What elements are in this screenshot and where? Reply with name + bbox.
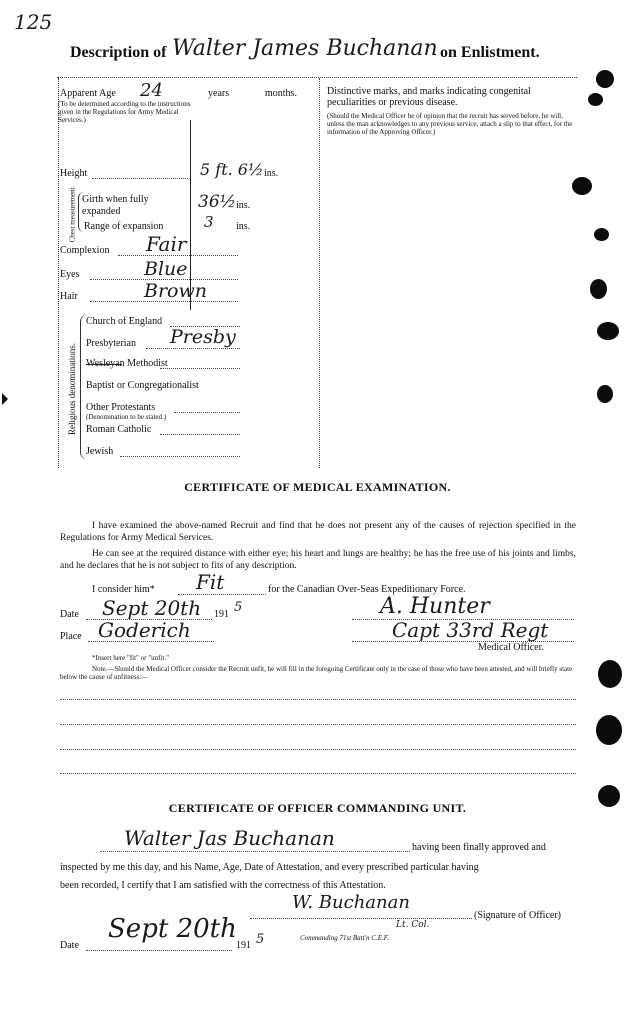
column-divider — [319, 78, 320, 468]
punch-hole-3 — [572, 177, 592, 195]
commanding-certificate-title: CERTIFICATE OF OFFICER COMMANDING UNIT. — [168, 801, 467, 815]
commanding-recruit-name: Walter Jas Buchanan — [124, 826, 335, 850]
punch-hole-2 — [588, 93, 603, 106]
unfit-line-2 — [60, 724, 576, 725]
consider-prefix: I consider him* — [92, 584, 155, 595]
girth-value: 36½ — [198, 192, 237, 212]
age-note: (To be determined according to the instructions given in the Regulations for Army Medical Services.) — [58, 100, 191, 124]
medical-place-label: Place — [60, 631, 82, 642]
medical-place-value: Goderich — [98, 618, 191, 642]
religion-dots-5 — [174, 412, 240, 413]
unfit-line-1 — [60, 699, 576, 700]
commanding-signature-label: (Signature of Officer) — [474, 910, 562, 921]
commanding-signature-dots — [250, 918, 472, 919]
medical-officer-label: Medical Officer. — [478, 642, 544, 653]
consider-dots — [178, 594, 266, 595]
chest-group — [58, 185, 78, 243]
distinctive-marks-note: (Should the Medical Officer be of opinion that the recruit has served before, he will, unless the man acknowledges to any previous service, attach a slip to that effect, for the information of the Approving Officer.) — [327, 112, 573, 136]
complexion-value: Fair — [146, 232, 187, 256]
punch-hole-7 — [597, 385, 613, 403]
fitness-value: Fit — [196, 570, 225, 594]
complexion-label: Complexion — [60, 245, 110, 256]
medical-year-suffix: 5 — [234, 600, 243, 615]
unfit-line-4 — [60, 773, 576, 774]
medical-officer-rank: Capt 33rd Regt — [392, 618, 549, 642]
height-value: 5 ft. 6½ — [200, 160, 264, 179]
consider-suffix: for the Canadian Over-Seas Expeditionary Force. — [268, 584, 466, 595]
punch-hole-10 — [598, 785, 620, 807]
commanding-unit-stamp: Commanding 71st Batt'n C.E.F. — [300, 934, 389, 942]
unfit-line-3 — [60, 749, 576, 750]
commanding-date-label: Date — [60, 940, 79, 951]
chest-group-label: Chest measurement. — [68, 185, 77, 243]
protestants-note: (Denomination to be stated.) — [86, 413, 167, 421]
religion-dots-6 — [160, 434, 240, 435]
corner-number: 125 — [14, 10, 53, 34]
punch-hole-5 — [590, 279, 607, 299]
punch-hole-6 — [597, 322, 619, 340]
religion-wesleyan-methodist: Wesleyan Methodist — [86, 358, 168, 369]
hair-label: Hair — [60, 291, 78, 302]
commanding-year-suffix: 5 — [256, 932, 265, 947]
punch-hole-4 — [594, 228, 609, 241]
hair-value: Brown — [144, 280, 207, 302]
medical-unfit-note: Note.—Should the Medical Officer consider the Recruit unfit, he will fill in the foregoing Certificate only in the case of those who have been attested, and will briefly state below the cause of unfitness:— — [60, 665, 573, 681]
religion-baptist: Baptist or Congregationalist — [86, 380, 199, 391]
punch-hole-8 — [598, 660, 622, 688]
range-label: Range of expansion — [84, 221, 164, 232]
form-title-suffix: on Enlistment. — [440, 44, 540, 61]
commanding-date-value: Sept 20th — [108, 914, 237, 944]
recruit-name-handwritten: Walter James Buchanan — [172, 36, 438, 61]
form-title-prefix: Description of — [70, 44, 167, 61]
religion-group — [56, 340, 80, 440]
religion-roman-catholic: Roman Catholic — [86, 424, 152, 435]
medical-para-1: I have examined the above-named Recruit and find that he does not present any of the causes of rejection specified in the Regulations for Army Medical Services. — [60, 521, 576, 543]
religion-jewish: Jewish — [86, 446, 114, 457]
commanding-officer-rank: Lt. Col. — [396, 920, 430, 930]
margin-arrow-mark — [2, 393, 8, 405]
age-value: 24 — [140, 80, 163, 101]
eyes-label: Eyes — [60, 269, 80, 280]
range-value: 3 — [204, 213, 214, 231]
age-months-label: months. — [265, 88, 297, 99]
commanding-line-3: been recorded, I certify that I am satisfied with the correctness of this Attestation. — [60, 880, 386, 891]
age-years-label: years — [208, 88, 230, 99]
medical-date-value: Sept 20th — [102, 596, 202, 620]
commanding-line-1: having been finally approved and — [412, 842, 546, 853]
religion-dots-7 — [120, 456, 240, 457]
medical-year-label: 191 — [214, 609, 229, 620]
top-border — [57, 77, 577, 78]
distinctive-marks-title: Distinctive marks, and marks indicating congenital peculiarities or previous disease. — [327, 86, 531, 108]
height-dots — [92, 178, 188, 179]
religion-church-of-england: Church of England — [86, 316, 163, 327]
religion-dots-2 — [146, 348, 240, 349]
wesleyan-strike — [86, 364, 122, 365]
commanding-year-label: 191 — [236, 940, 251, 951]
height-units: ins. — [264, 168, 279, 179]
medical-para-2: He can see at the required distance with either eye; his heart and lungs are healthy; he has the free use of his joints and limbs, and he declares that he is not subject to fits of any description. — [60, 549, 576, 571]
punch-hole-9 — [596, 715, 622, 745]
medical-officer-signature: A. Hunter — [380, 594, 490, 619]
religion-presbyterian: Presbyterian — [86, 338, 136, 349]
religion-group-label: Religious denominations. — [67, 343, 77, 435]
medical-date-label: Date — [60, 609, 79, 620]
age-label: Apparent Age — [60, 88, 116, 99]
medical-certificate-title: CERTIFICATE OF MEDICAL EXAMINATION. — [184, 480, 451, 494]
girth-label: Girth when fully expanded — [82, 194, 149, 217]
range-units: ins. — [236, 221, 251, 232]
commanding-name-dots — [100, 851, 410, 852]
punch-hole-1 — [596, 70, 614, 88]
eyes-value: Blue — [144, 258, 188, 280]
height-label: Height — [60, 168, 88, 179]
religion-dots-3 — [160, 368, 240, 369]
commanding-officer-signature: W. Buchanan — [292, 892, 410, 913]
religion-value: Presby — [170, 326, 236, 348]
girth-units: ins. — [236, 200, 251, 211]
commanding-date-dots — [86, 950, 232, 951]
commanding-line-2: inspected by me this day, and his Name, Age, Date of Attestation, and every prescribed particular having — [60, 862, 479, 873]
religion-other-protestants: Other Protestants — [86, 402, 156, 413]
insert-note: *Insert here "fit" or "unfit." — [92, 654, 169, 662]
